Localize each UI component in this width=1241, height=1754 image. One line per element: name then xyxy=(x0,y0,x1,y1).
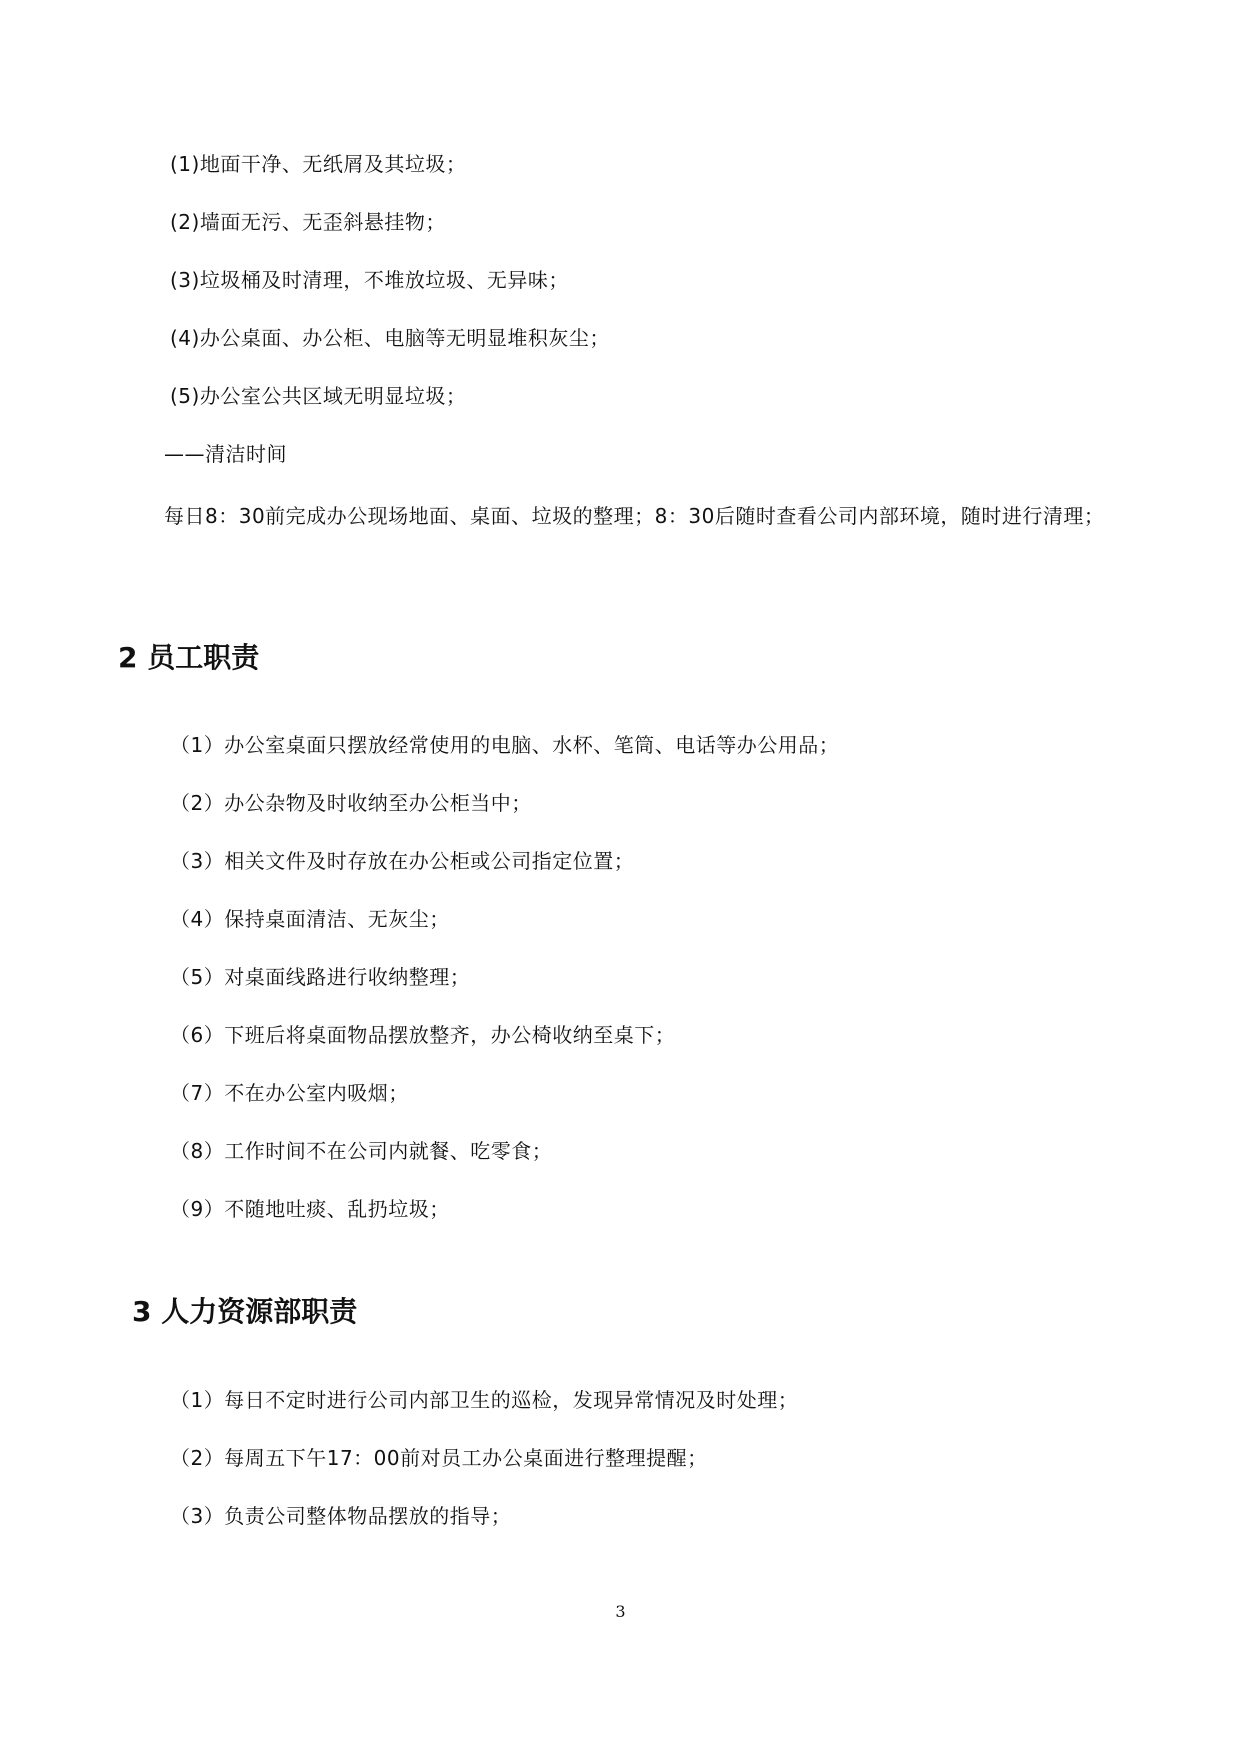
section-heading-employee-duties: 2 员工职责 xyxy=(118,641,260,674)
cleaning-time-subheading: ——清洁时间 xyxy=(164,442,287,466)
cleaning-standard-item-1: (1)地面干净、无纸屑及其垃圾； xyxy=(170,152,467,176)
cleaning-standard-item-5: (5)办公室公共区域无明显垃圾； xyxy=(170,384,467,408)
cleaning-standard-item-3: (3)垃圾桶及时清理，不堆放垃圾、无异味； xyxy=(170,268,569,292)
employee-duty-item-5: （5）对桌面线路进行收纳整理； xyxy=(170,965,471,989)
cleaning-standard-item-2: (2)墙面无污、无歪斜悬挂物； xyxy=(170,210,446,234)
hr-duty-item-2: （2）每周五下午17：00前对员工办公桌面进行整理提醒； xyxy=(170,1446,708,1470)
section-heading-hr-duties: 3 人力资源部职责 xyxy=(132,1295,358,1328)
employee-duty-item-1: （1）办公室桌面只摆放经常使用的电脑、水杯、笔筒、电话等办公用品； xyxy=(170,733,840,757)
cleaning-time-paragraph: 每日8：30前完成办公现场地面、桌面、垃圾的整理；8：30后随时查看公司内部环境，随时进行清理； xyxy=(164,504,1105,528)
employee-duty-item-3: （3）相关文件及时存放在办公柜或公司指定位置； xyxy=(170,849,635,873)
employee-duty-item-6: （6）下班后将桌面物品摆放整齐，办公椅收纳至桌下； xyxy=(170,1023,676,1047)
employee-duty-item-7: （7）不在办公室内吸烟； xyxy=(170,1081,409,1105)
employee-duty-item-2: （2）办公杂物及时收纳至办公柜当中； xyxy=(170,791,532,815)
employee-duty-item-9: （9）不随地吐痰、乱扔垃圾； xyxy=(170,1197,450,1221)
employee-duty-item-8: （8）工作时间不在公司内就餐、吃零食； xyxy=(170,1139,553,1163)
page-number: 3 xyxy=(615,1602,626,1621)
hr-duty-item-3: （3）负责公司整体物品摆放的指导； xyxy=(170,1504,512,1528)
cleaning-standard-item-4: (4)办公桌面、办公柜、电脑等无明显堆积灰尘； xyxy=(170,326,610,350)
employee-duty-item-4: （4）保持桌面清洁、无灰尘； xyxy=(170,907,450,931)
hr-duty-item-1: （1）每日不定时进行公司内部卫生的巡检，发现异常情况及时处理； xyxy=(170,1388,799,1412)
